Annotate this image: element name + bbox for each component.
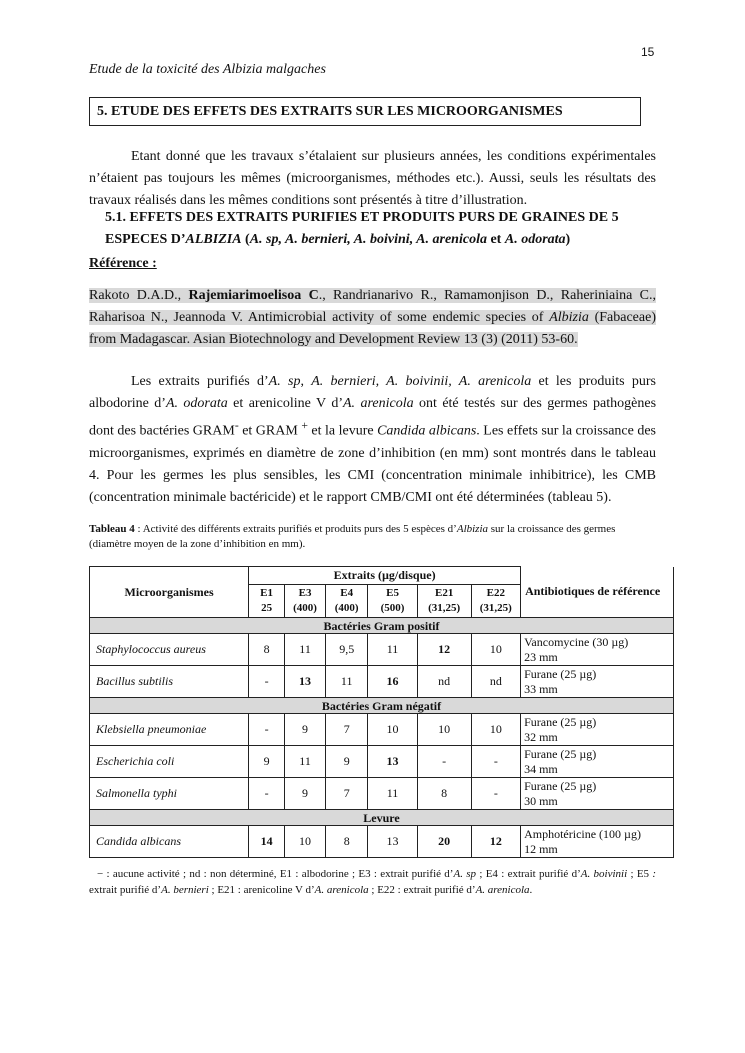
table-row: Bacillus subtilis - 13 11 16 nd nd Furane (25 µg) 33 mm xyxy=(90,666,674,698)
extract-col-e4: E4 (400) xyxy=(326,585,368,618)
group-row-gram-negative: Bactéries Gram négatif xyxy=(90,698,674,714)
extract-col-e3: E3 (400) xyxy=(285,585,326,618)
table-caption: Tableau 4 : Activité des différents extraits purifiés et produits purs des 5 espèces d’Albizia sur la croissance des germes (diamètre moyen de la zone d’inhibition en mm). xyxy=(89,523,616,550)
extract-col-e1: E1 25 xyxy=(249,585,285,618)
table-row: Salmonella typhi - 9 7 11 8 - Furane (25 µg) 30 mm xyxy=(90,778,674,810)
group-row-yeast: Levure xyxy=(90,810,674,826)
extract-col-e22: E22 (31,25) xyxy=(471,585,521,618)
subsection-heading: 5.1. EFFETS DES EXTRAITS PURIFIES ET PRODUITS PURS DE GRAINES DE 5 ESPECES D’ALBIZIA (A. sp, A. bernieri, A. boivini, A. arenicola et A. odorata) xyxy=(105,210,619,247)
header-microorganisms: Microorganismes xyxy=(90,567,249,618)
reference-citation: Rakoto D.A.D., Rajemiarimoelisoa C., Randrianarivo R., Ramamonjison D., Raheriniaina C., Raharisoa N., Jeannoda V. Antimicrobial activity of some endemic species of Albizia (Fabaceae) from Madagascar. Asian Biotechnology and Development Review 13 (3) (2011) 53-60. xyxy=(89,288,656,347)
table-row: Escherichia coli 9 11 9 13 - - Furane (25 µg) 34 mm xyxy=(90,746,674,778)
table-row: Klebsiella pneumoniae - 9 7 10 10 10 Furane (25 µg) 32 mm xyxy=(90,714,674,746)
reference-heading: Référence : xyxy=(89,256,157,271)
header-antibiotics: Antibiotiques de référence xyxy=(521,567,674,618)
table-row: Staphylococcus aureus 8 11 9,5 11 12 10 Vancomycine (30 µg) 23 mm xyxy=(90,634,674,666)
table-footnote: − : aucune activité ; nd : non déterminé, E1 : albodorine ; E3 : extrait purifié d’A. sp ; E4 : extrait purifié d’A. boivinii ; E5 : extrait purifié d’A. bernieri ; E21 : arenicoline V d’A. arenicola ; E22 : extrait purifié d’A. arenicola. xyxy=(89,868,657,896)
section-title: 5. ETUDE DES EFFETS DES EXTRAITS SUR LES MICROORGANISMES xyxy=(89,97,641,126)
header-extraits: Extraits (µg/disque) xyxy=(249,567,521,585)
results-paragraph: Les extraits purifiés d’A. sp, A. bernieri, A. boivinii, A. arenicola et les produits purs albodorine d’A. odorata et arenicoline V d’A. arenicola ont été testés sur des germes pathogènes dont des bactéries GRAM- et GRAM + et la levure Candida albicans. Les effets sur la croissance des microorganismes, exprimés en diamètre de zone d’inhibition (en mm) sont montrés dans le tableau 4. Pour les germes les plus sensibles, les CMI (concentration minimale inhibitrice), les CMB (concentration minimale bactéricide) et le rapport CMB/CMI ont été déterminées (tableau 5). xyxy=(89,374,657,505)
extract-col-e21: E21 (31,25) xyxy=(417,585,471,618)
page-number: 15 xyxy=(641,45,655,59)
group-row-gram-positive: Bactéries Gram positif xyxy=(90,618,674,634)
activity-table xyxy=(89,566,674,858)
running-header: Etude de la toxicité des Albizia malgaches xyxy=(89,62,326,77)
intro-paragraph: Etant donné que les travaux s’étalaient sur plusieurs années, les conditions expérimentales n’étaient pas toujours les mêmes (microorganismes, méthodes etc.). Aussi, seuls les résultats des travaux réalisés dans les mêmes conditions sont présentés à titre d’illustration. xyxy=(89,149,656,208)
extract-col-e5: E5 (500) xyxy=(368,585,418,618)
table-row: Candida albicans 14 10 8 13 20 12 Amphotéricine (100 µg) 12 mm xyxy=(90,826,674,858)
